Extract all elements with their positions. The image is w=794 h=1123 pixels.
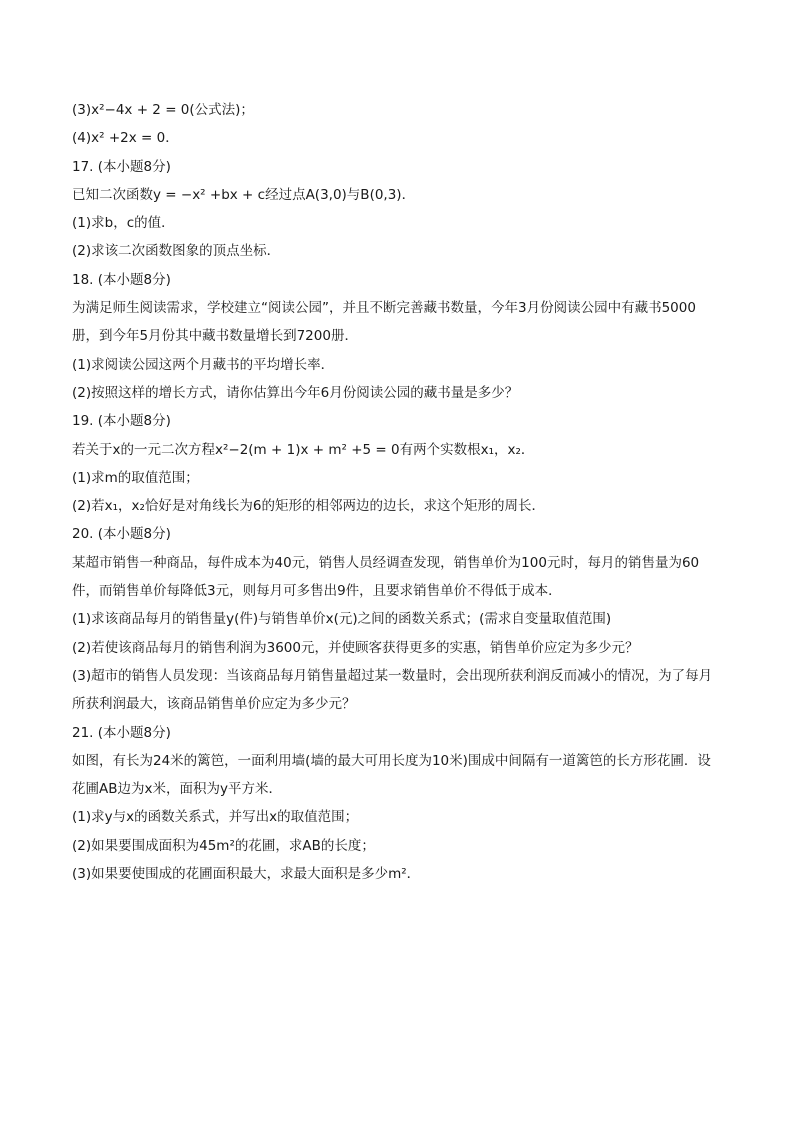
question-header-18: 18. (本小题8分) [72, 271, 171, 288]
problem-line: (1)求该商品每月的销售量y(件)与销售单价x(元)之间的函数关系式；(需求自变量取值范围) [72, 611, 612, 628]
problem-line: (2)求该二次函数图象的顶点坐标． [72, 243, 281, 260]
problem-line: (2)若x₁，x₂恰好是对角线长为6的矩形的相邻两边的边长，求这个矩形的周长． [72, 498, 546, 515]
question-header-20: 20. (本小题8分) [72, 526, 171, 543]
problem-line: (3)如果要使围成的花圃面积最大，求最大面积是多少m²． [72, 866, 421, 883]
problem-line: (2)按照这样的增长方式，请你估算出今年6月份阅读公园的藏书量是多少？ [72, 384, 519, 401]
problem-line: (1)求阅读公园这两个月藏书的平均增长率． [72, 356, 335, 373]
problem-line: (2)如果要围成面积为45m²的花圃，求AB的长度； [72, 837, 375, 854]
question-header-21: 21. (本小题8分) [72, 724, 171, 741]
problem-list [72, 96, 722, 888]
problem-paragraph: (3)超市的销售人员发现：当该商品每月销售量超过某一数量时，会出现所获利润反而减小的情况，为了每月所获利润最大，该商品销售单价应定为多少元？ [72, 667, 713, 713]
problem-paragraph: 某超市销售一种商品，每件成本为40元，销售人员经调查发现，销售单价为100元时，每月的销售量为60件，而销售单价每降低3元，则每月可多售出9件，且要求销售单价不得低于成本． [72, 554, 700, 600]
problem-paragraph: 如图，有长为24米的篱笆，一面利用墙(墙的最大可用长度为10米)围成中间隔有一道篱笆的长方形花圃．设花圃AB边为x米，面积为y平方米． [72, 752, 711, 798]
problem-line: 已知二次函数y = −x² +bx + c经过点A(3,0)与B(0,3)． [72, 186, 416, 203]
problem-line: (4)x² +2x = 0． [72, 130, 179, 147]
problem-line: (2)若使该商品每月的销售利润为3600元，并使顾客获得更多的实惠，销售单价应定为多少元？ [72, 639, 639, 656]
problem-line: (1)求b，c的值． [72, 215, 175, 232]
question-header-19: 19. (本小题8分) [72, 413, 171, 430]
problem-line: 若关于x的一元二次方程x²−2(m + 1)x + m² +5 = 0有两个实数根x₁，x₂． [72, 441, 535, 458]
problem-line: (3)x²−4x + 2 = 0(公式法)； [72, 102, 254, 118]
problem-paragraph: 为满足师生阅读需求，学校建立“阅读公园”，并且不断完善藏书数量，今年3月份阅读公园中有藏书5000册，到今年5月份其中藏书数量增长到7200册． [72, 300, 696, 345]
question-header-17: 17. (本小题8分) [72, 158, 171, 175]
problem-line: (1)求m的取值范围； [72, 469, 199, 486]
problem-line: (1)求y与x的函数关系式，并写出x的取值范围； [72, 809, 359, 826]
